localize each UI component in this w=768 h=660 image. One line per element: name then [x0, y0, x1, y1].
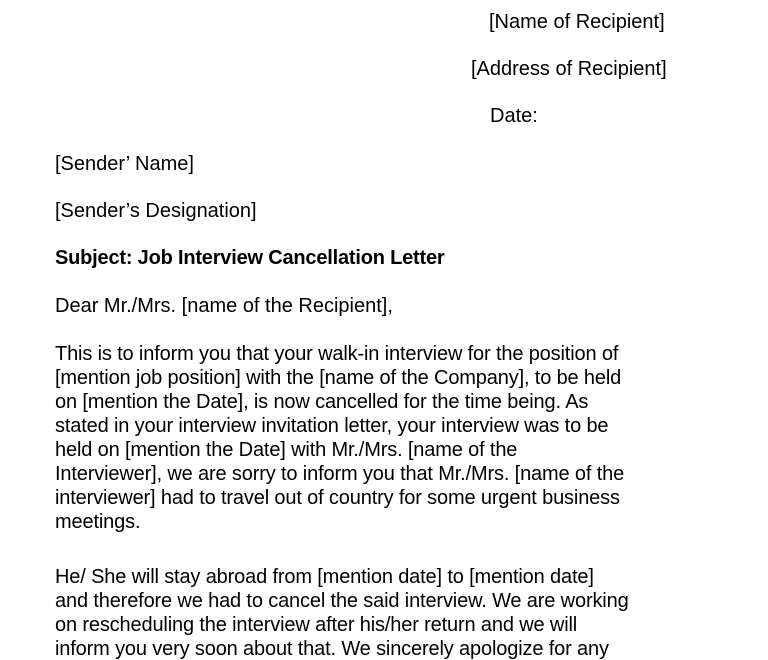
paragraph-line: interviewer] had to travel out of country for some urgent business [55, 487, 620, 509]
paragraph-line: held on [mention the Date] with Mr./Mrs. [name of the [55, 439, 518, 461]
paragraph-line: stated in your interview invitation letter, your interview was to be [55, 415, 609, 437]
salutation: Dear Mr./Mrs. [name of the Recipient], [55, 295, 393, 317]
paragraph-line: [mention job position] with the [name of the Company], to be held [55, 367, 622, 389]
paragraph-line: on [mention the Date], is now cancelled for the time being. As [55, 391, 589, 413]
paragraph-line: and therefore we had to cancel the said interview. We are working [55, 590, 629, 612]
paragraph-line: inform you very soon about that. We sincerely apologize for any [55, 638, 609, 660]
sender-name: [Sender’ Name] [55, 153, 194, 175]
body-paragraph-2 [55, 565, 755, 660]
recipient-address: [Address of Recipient] [471, 58, 667, 80]
paragraph-line: He/ She will stay abroad from [mention date] to [mention date] [55, 566, 594, 588]
body-paragraph-1 [55, 342, 755, 534]
paragraph-line: meetings. [55, 511, 141, 533]
recipient-name: [Name of Recipient] [489, 11, 665, 33]
letter-subject: Subject: Job Interview Cancellation Letter [55, 247, 445, 269]
paragraph-line: This is to inform you that your walk-in interview for the position of [55, 343, 619, 365]
sender-designation: [Sender’s Designation] [55, 200, 257, 222]
paragraph-line: on rescheduling the interview after his/her return and we will [55, 614, 578, 636]
date-label: Date: [490, 105, 538, 127]
paragraph-line: Interviewer], we are sorry to inform you that Mr./Mrs. [name of the [55, 463, 625, 485]
